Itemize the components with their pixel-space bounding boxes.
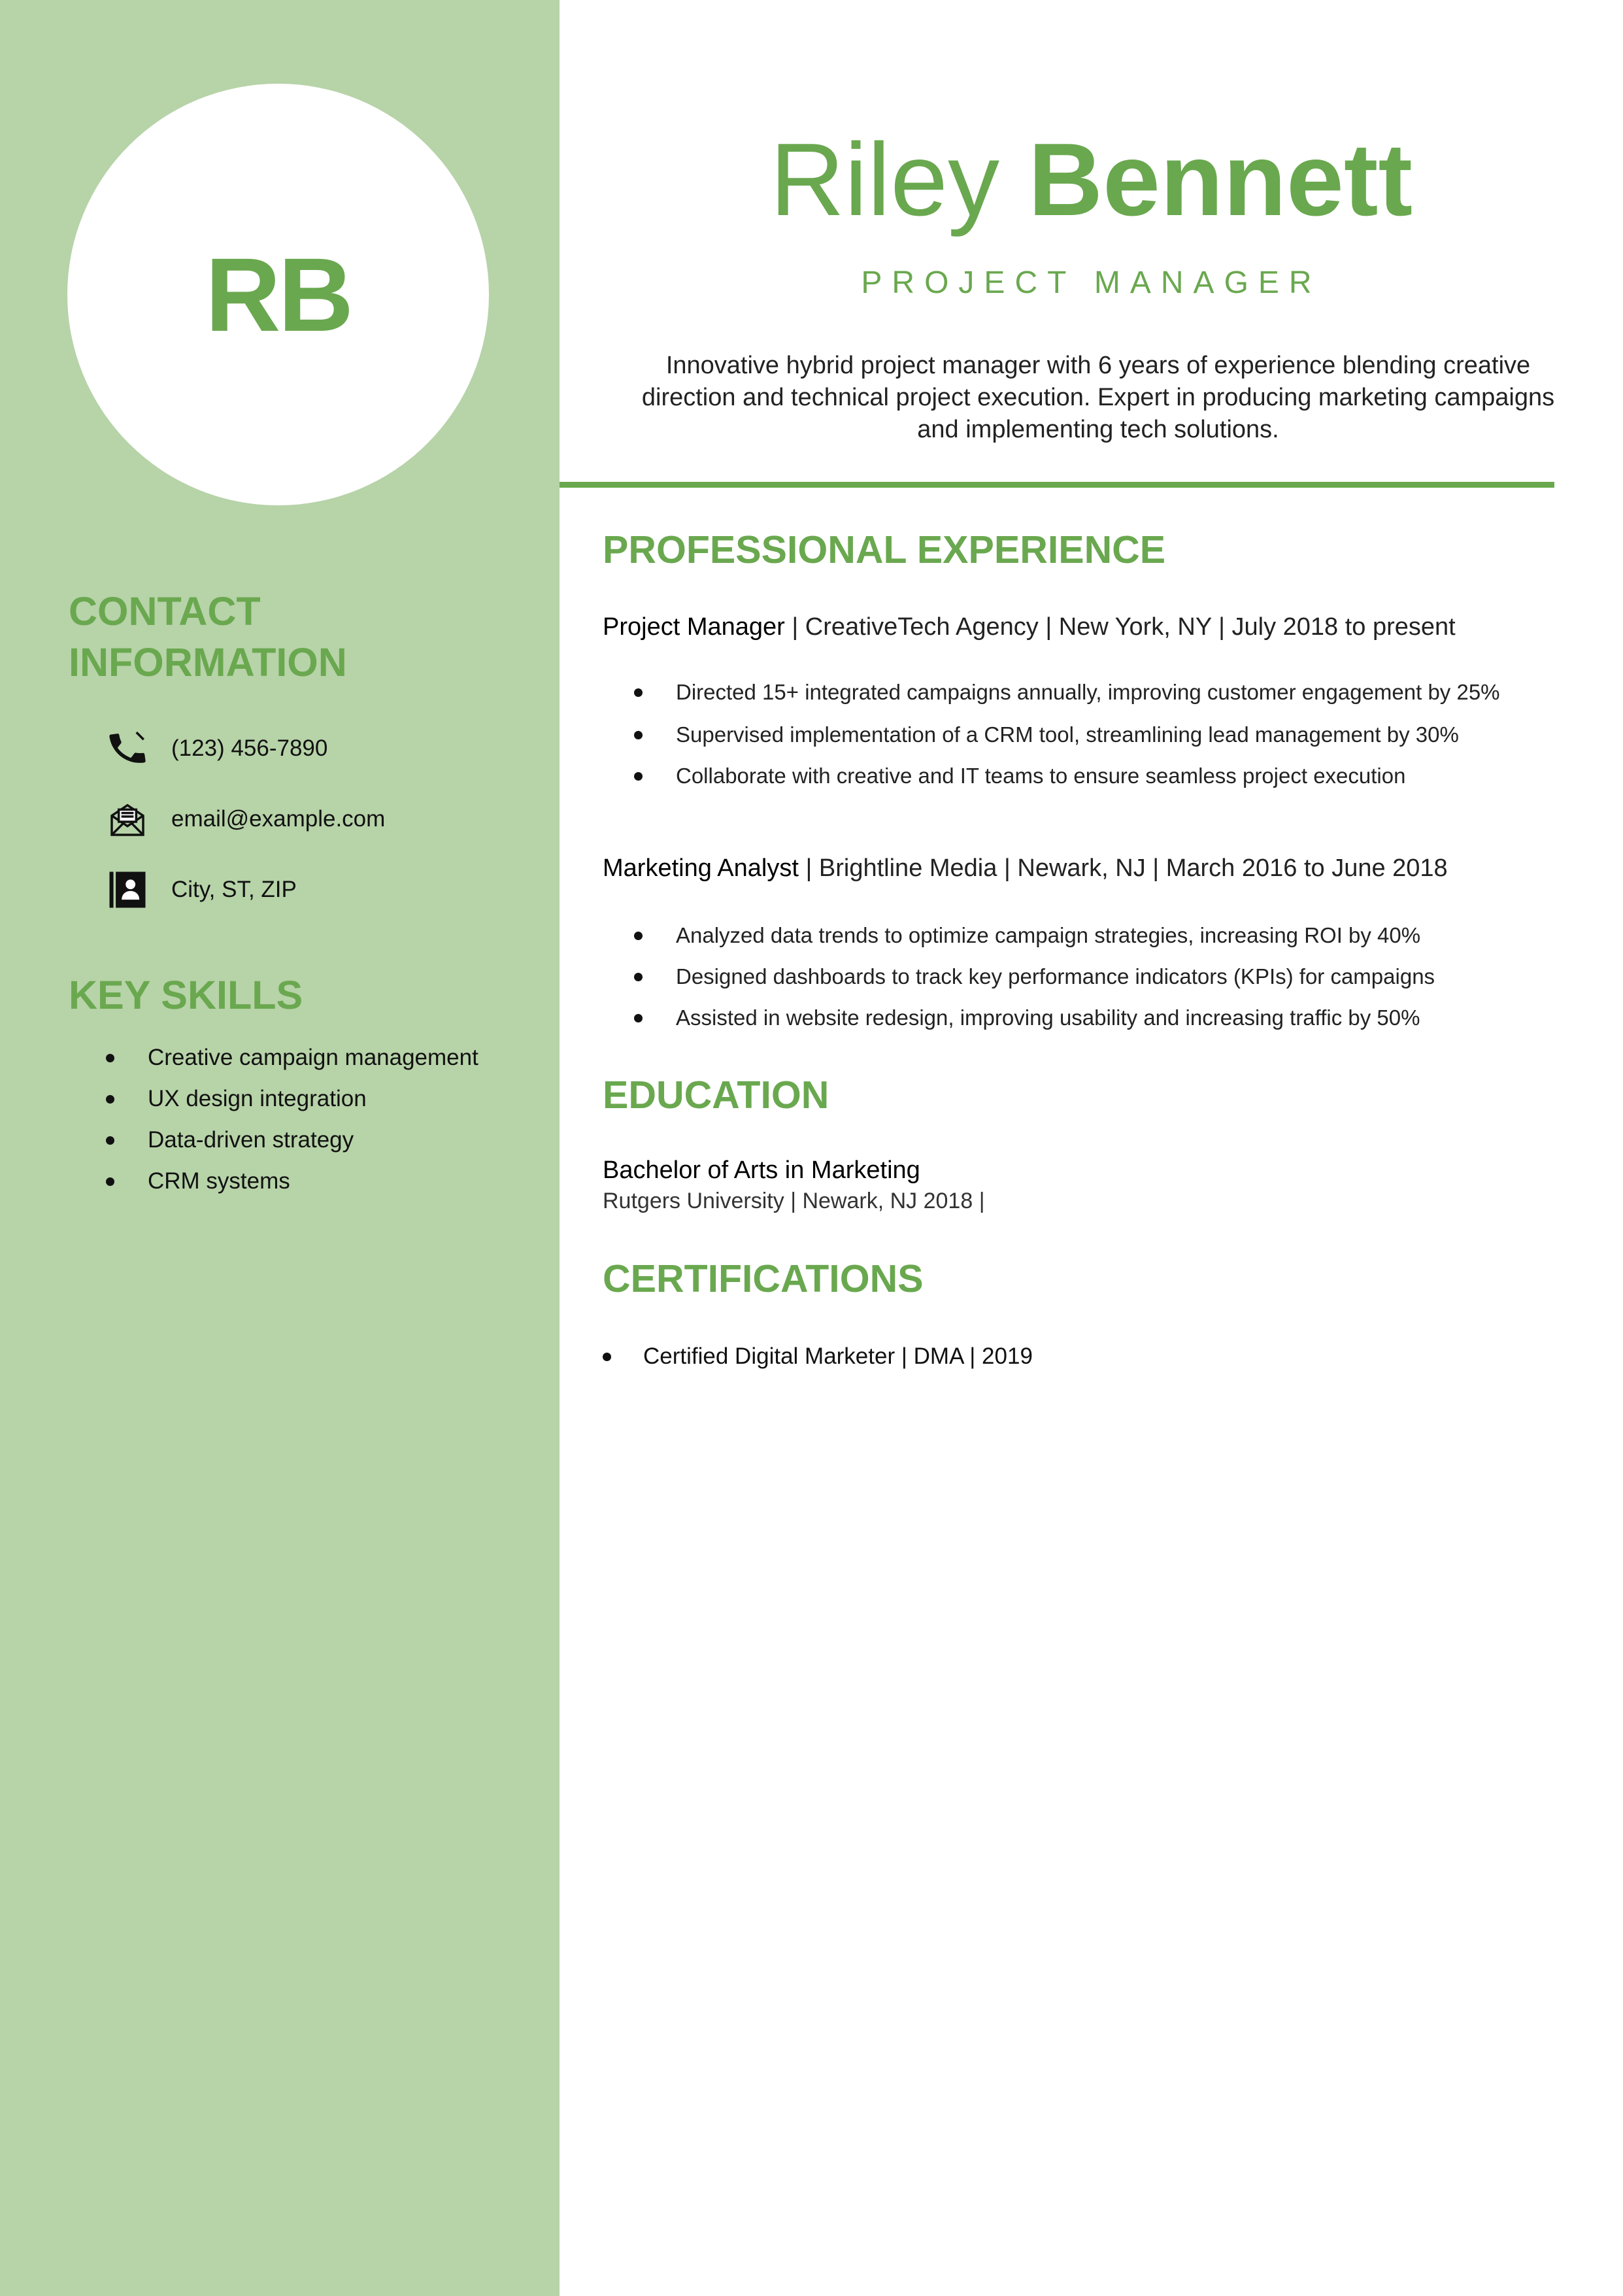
summary: Innovative hybrid project manager with 6 years of experience blending creative direction and technical project execution. Expert in producing marketing campaigns and implementing tech solutions. [641,352,1555,443]
job-line [603,854,1448,883]
skill-item: Data-driven strategy [105,1127,478,1168]
monogram-badge [67,84,489,505]
job-bullet: Designed dashboards to track key performance indicators (KPIs) for campaigns [633,962,1548,991]
skills-list [105,1045,478,1209]
contact-heading-line2: INFORMATION [69,640,347,684]
divider [560,482,1554,488]
contact-phone[interactable]: (123) 456-7890 [171,735,328,761]
job-bullet: Directed 15+ integrated campaigns annually, improving customer engagement by 25% [633,677,1548,707]
contact-email-row [105,796,385,842]
contact-heading-line1: CONTACT [69,589,261,633]
sidebar [0,0,560,2296]
certification-item: Certified Digital Marketer | DMA | 2019 [603,1343,1033,1370]
contact-address-row [105,867,297,913]
first-name: Riley [769,122,1000,237]
job-bullets [633,677,1548,790]
contact-heading [69,586,347,688]
job-line [603,613,1456,641]
education-heading: EDUCATION [603,1073,829,1117]
certifications-list [603,1343,1033,1370]
job-role: Marketing Analyst [603,854,799,882]
phone-icon [105,726,150,771]
skill-item: CRM systems [105,1168,478,1209]
contact-email[interactable]: email@example.com [171,806,386,832]
skill-item: UX design integration [105,1086,478,1127]
job-bullets [633,920,1548,1032]
job-bullet: Supervised implementation of a CRM tool, streamlining lead management by 30% [633,720,1548,749]
job-role: Project Manager [603,613,785,641]
job-title: PROJECT MANAGER [861,265,1322,300]
contact-phone-row [105,726,327,771]
job-details: | Brightline Media | Newark, NJ | March 2016 to June 2018 [798,854,1448,882]
skill-item: Creative campaign management [105,1045,478,1086]
education-degree: Bachelor of Arts in Marketing [603,1156,920,1184]
job-bullet: Analyzed data trends to optimize campaign strategies, increasing ROI by 40% [633,920,1548,950]
experience-heading: PROFESSIONAL EXPERIENCE [603,528,1166,571]
monogram-initials: RB [205,235,352,353]
job-bullet: Assisted in website redesign, improving usability and increasing traffic by 50% [633,1003,1548,1032]
last-name: Bennett [1028,122,1413,237]
certifications-heading: CERTIFICATIONS [603,1257,924,1300]
envelope-icon [105,796,150,842]
job-bullet: Collaborate with creative and IT teams to ensure seamless project execution [633,761,1548,790]
education-school: Rutgers University | Newark, NJ 2018 | [603,1189,985,1213]
contact-address: City, ST, ZIP [171,877,297,902]
job-details: | CreativeTech Agency | New York, NY | July 2018 to present [784,613,1456,641]
contact-card-icon [105,867,150,913]
candidate-name [560,121,1623,239]
skills-heading: KEY SKILLS [69,973,303,1017]
